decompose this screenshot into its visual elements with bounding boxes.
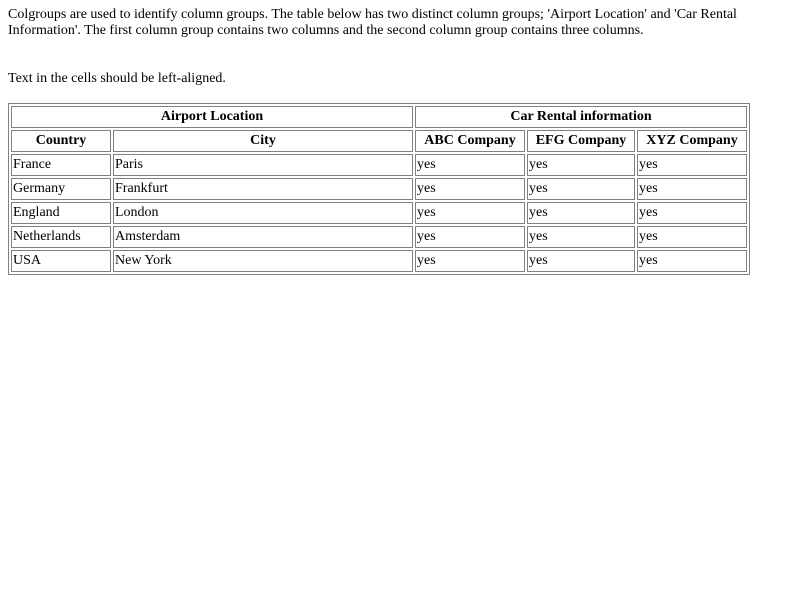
table-row <box>11 178 747 200</box>
cell-xyz-company: yes <box>637 226 747 248</box>
cell-xyz-company: yes <box>637 178 747 200</box>
cell-city: New York <box>113 250 413 272</box>
column-header-abc-company: ABC Company <box>415 130 525 152</box>
column-header-xyz-company: XYZ Company <box>637 130 747 152</box>
column-header-row <box>11 130 747 152</box>
column-header-country: Country <box>11 130 111 152</box>
group-header-airport-location: Airport Location <box>11 106 413 128</box>
car-rental-table <box>8 103 750 275</box>
cell-xyz-company: yes <box>637 154 747 176</box>
cell-city: Paris <box>113 154 413 176</box>
cell-xyz-company: yes <box>637 202 747 224</box>
column-header-efg-company: EFG Company <box>527 130 635 152</box>
cell-abc-company: yes <box>415 226 525 248</box>
cell-country: England <box>11 202 111 224</box>
cell-abc-company: yes <box>415 154 525 176</box>
cell-country: Netherlands <box>11 226 111 248</box>
cell-city: Amsterdam <box>113 226 413 248</box>
cell-country: France <box>11 154 111 176</box>
cell-abc-company: yes <box>415 250 525 272</box>
cell-efg-company: yes <box>527 226 635 248</box>
alignment-note: Text in the cells should be left-aligned. <box>8 71 226 86</box>
cell-country: USA <box>11 250 111 272</box>
cell-country: Germany <box>11 178 111 200</box>
cell-city: London <box>113 202 413 224</box>
intro-paragraph: Colgroups are used to identify column groups. The table below has two distinct column groups; 'Airport Location' and 'Car Rental Information'. The first column group contains two columns and the second column group contains three columns. <box>8 7 737 38</box>
table-row <box>11 250 747 272</box>
cell-efg-company: yes <box>527 178 635 200</box>
group-header-row <box>11 106 747 128</box>
cell-city: Frankfurt <box>113 178 413 200</box>
cell-abc-company: yes <box>415 202 525 224</box>
group-header-car-rental: Car Rental information <box>415 106 747 128</box>
cell-xyz-company: yes <box>637 250 747 272</box>
cell-abc-company: yes <box>415 178 525 200</box>
table-row <box>11 202 747 224</box>
cell-efg-company: yes <box>527 154 635 176</box>
column-header-city: City <box>113 130 413 152</box>
cell-efg-company: yes <box>527 202 635 224</box>
table-row <box>11 226 747 248</box>
cell-efg-company: yes <box>527 250 635 272</box>
table-row <box>11 154 747 176</box>
